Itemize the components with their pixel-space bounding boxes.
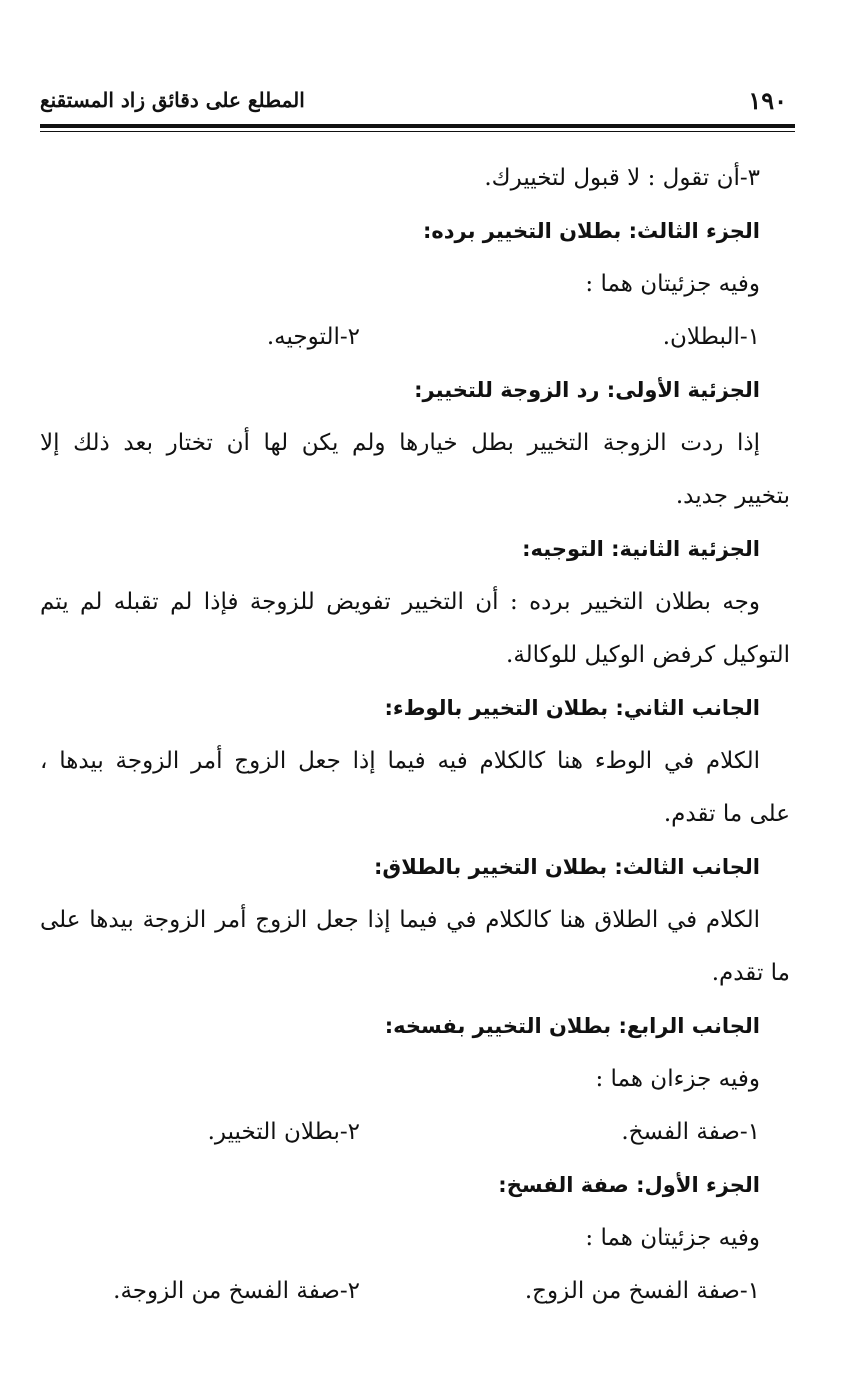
text-line: ٣-أن تقول : لا قبول لتخييرك. [484,165,760,191]
header-rule-thin [40,131,795,132]
paragraph-line: الكلام في الطلاق هنا كالكلام في فيما إذا جعل الزوج أمر الزوجة بيدها على [40,907,760,933]
paragraph-line: بتخيير جديد. [675,483,790,509]
list-item: ٢-التوجيه. [266,324,360,350]
two-item-list [40,1265,760,1318]
list-item: ١-صفة الفسخ. [621,1119,760,1145]
two-item-list [40,311,760,364]
paragraph-line: إذا ردت الزوجة التخيير بطل خيارها ولم يكن لها أن تختار بعد ذلك إلا [40,430,760,456]
section-heading: الجزئية الثانية: التوجيه: [522,537,760,561]
paragraph-line: ما تقدم. [711,960,790,986]
header-rule-thick [40,124,795,128]
text-line: وفيه جزءان هما : [595,1066,760,1092]
list-item: ١-البطلان. [662,324,760,350]
list-item: ٢-صفة الفسخ من الزوجة. [113,1278,360,1304]
section-heading: الجزء الثالث: بطلان التخيير برده: [422,219,760,243]
section-heading: الجانب الثالث: بطلان التخيير بالطلاق: [374,855,760,879]
running-title: المطلع على دقائق زاد المستقنع [40,88,305,112]
list-item: ١-صفة الفسخ من الزوج. [524,1278,760,1304]
paragraph-line: على ما تقدم. [663,801,790,827]
text-line: وفيه جزئيتان هما : [585,271,760,297]
section-heading: الجزئية الأولى: رد الزوجة للتخيير: [414,378,760,402]
page-body [40,152,790,1318]
paragraph-line: الكلام في الوطء هنا كالكلام فيه فيما إذا جعل الزوج أمر الزوجة بيدها ، [40,748,760,774]
section-heading: الجزء الأول: صفة الفسخ: [498,1173,760,1197]
paragraph-line: وجه بطلان التخيير برده : أن التخيير تفويض للزوجة فإذا لم تقبله لم يتم [40,589,760,615]
text-line: وفيه جزئيتان هما : [585,1225,760,1251]
section-heading: الجانب الثاني: بطلان التخيير بالوطء: [384,696,760,720]
page-number: ١٩٠ [748,86,787,115]
page-header [40,86,795,120]
paragraph-line: التوكيل كرفض الوكيل للوكالة. [506,642,790,668]
two-item-list [40,1106,760,1159]
section-heading: الجانب الرابع: بطلان التخيير بفسخه: [384,1014,760,1038]
list-item: ٢-بطلان التخيير. [207,1119,360,1145]
